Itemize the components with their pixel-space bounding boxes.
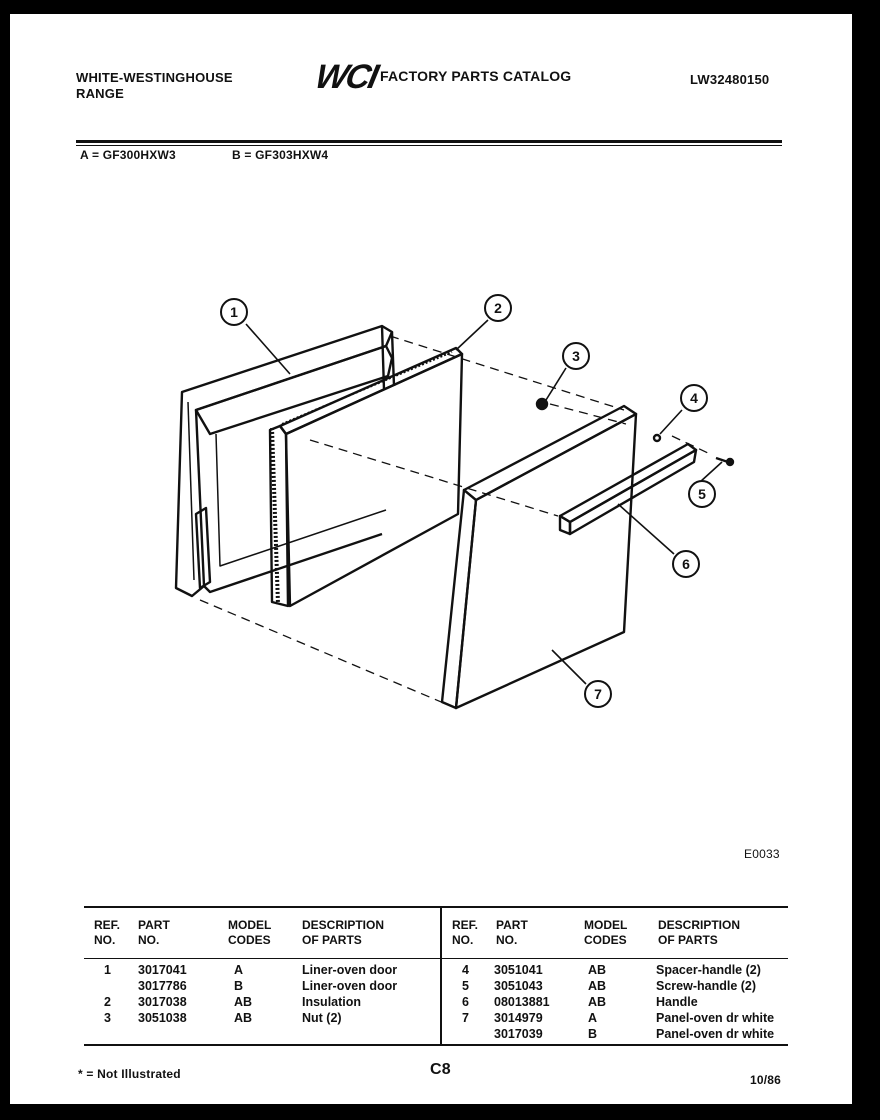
- exploded-diagram: [10, 14, 852, 774]
- wci-logo: WCI: [311, 58, 381, 96]
- part-no: 3051041: [494, 963, 543, 977]
- model-codes: A: [588, 1011, 598, 1025]
- description: Spacer-handle (2): [656, 963, 761, 977]
- ref-no: 3: [104, 1011, 111, 1025]
- table-row: [10, 978, 852, 994]
- description: Handle: [656, 995, 698, 1009]
- left-header-desc: DESCRIPTION OF PARTS: [302, 918, 385, 947]
- catalog-title: FACTORY PARTS CATALOG: [380, 68, 572, 84]
- nut-drawing: [537, 399, 547, 409]
- left-header-model: MODEL CODES: [228, 918, 272, 947]
- catalog-date: 10/86: [750, 1073, 782, 1087]
- table-bottom-rule: [84, 1044, 788, 1046]
- model-codes: AB: [588, 995, 607, 1009]
- right-header-ref: REF. NO.: [452, 918, 479, 947]
- callout-2: 2: [494, 300, 502, 316]
- description: Insulation: [302, 995, 362, 1009]
- ref-no: 5: [462, 979, 469, 993]
- callout-3: 3: [572, 348, 580, 364]
- right-header-desc: DESCRIPTION OF PARTS: [658, 918, 741, 947]
- part-no: 3017038: [138, 995, 187, 1009]
- model-codes: AB: [234, 1011, 253, 1025]
- description: Liner-oven door: [302, 963, 398, 977]
- ref-no: 7: [462, 1011, 469, 1025]
- description: Screw-handle (2): [656, 979, 757, 993]
- right-header-model: MODEL CODES: [584, 918, 628, 947]
- spacer-drawing: [654, 435, 660, 441]
- right-header-part: PART NO.: [496, 918, 528, 947]
- part-no: 3014979: [494, 1011, 543, 1025]
- part-no: 3017786: [138, 979, 187, 993]
- page-number: C8: [430, 1061, 451, 1078]
- description: Panel-oven dr white: [656, 1027, 775, 1041]
- model-codes: AB: [588, 963, 607, 977]
- brand-line-1: WHITE-WESTINGHOUSE: [76, 70, 233, 85]
- callout-leaders: [246, 320, 722, 684]
- part-no: 3017041: [138, 963, 187, 977]
- model-b: B = GF303HXW4: [232, 148, 329, 162]
- part-no: 3051043: [494, 979, 543, 993]
- ref-no: 2: [104, 995, 111, 1009]
- callout-6: 6: [682, 556, 690, 572]
- model-codes: AB: [588, 979, 607, 993]
- model-codes: B: [588, 1027, 598, 1041]
- part-no: 08013881: [494, 995, 550, 1009]
- table-row: [10, 1010, 852, 1026]
- callout-7: 7: [594, 686, 602, 702]
- handle-drawing: [560, 444, 696, 534]
- model-a: A = GF300HXW3: [80, 148, 176, 162]
- ref-no: 1: [104, 963, 111, 977]
- model-codes: A: [234, 963, 244, 977]
- table-row: [10, 994, 852, 1010]
- model-codes: AB: [234, 995, 253, 1009]
- panel-oven-door-drawing: [442, 406, 636, 708]
- description: Liner-oven door: [302, 979, 398, 993]
- insulation-drawing: [270, 348, 462, 606]
- left-header-ref: REF. NO.: [94, 918, 121, 947]
- brand-line-2: RANGE: [76, 86, 124, 101]
- description: Panel-oven dr white: [656, 1011, 775, 1025]
- diagram-code: E0033: [744, 847, 780, 861]
- part-no: 3051038: [138, 1011, 187, 1025]
- left-header-part: PART NO.: [138, 918, 170, 947]
- table-top-rule: [84, 906, 788, 908]
- callout-1: 1: [230, 304, 238, 320]
- model-codes: B: [234, 979, 244, 993]
- part-no: 3017039: [494, 1027, 543, 1041]
- description: Nut (2): [302, 1011, 342, 1025]
- catalog-page: [10, 14, 852, 1104]
- ref-no: 4: [462, 963, 469, 977]
- table-row: [10, 962, 852, 978]
- callout-4: 4: [690, 390, 698, 406]
- table-header-rule: [84, 958, 788, 959]
- table-row: [10, 1026, 852, 1042]
- callout-5: 5: [698, 486, 706, 502]
- footnote: * = Not Illustrated: [78, 1067, 181, 1081]
- ref-no: 6: [462, 995, 469, 1009]
- screw-drawing: [716, 458, 733, 465]
- liner-oven-door-drawing: [176, 326, 394, 596]
- catalog-number: LW32480150: [690, 72, 770, 87]
